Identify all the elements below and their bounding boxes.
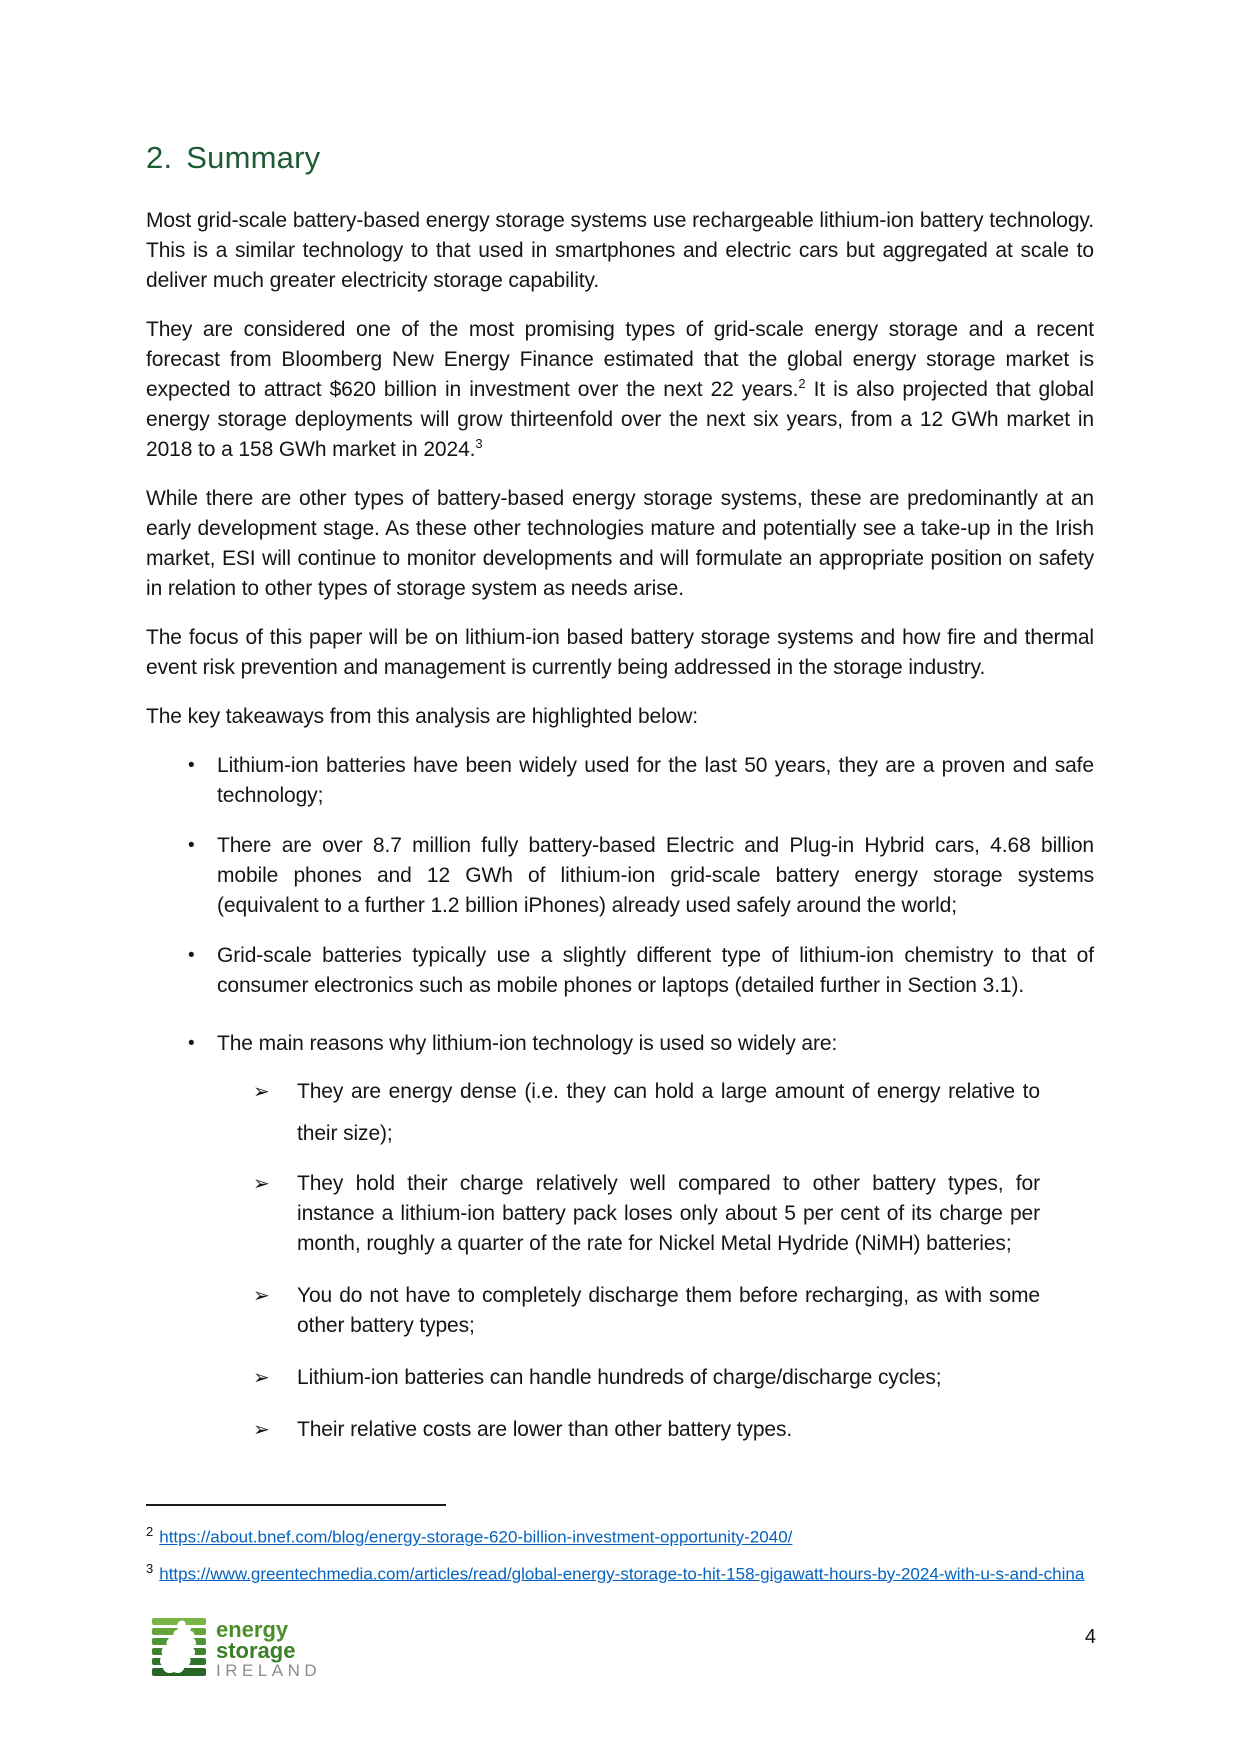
paragraph-intro: Most grid-scale battery-based energy storage systems use rechargeable lithium-ion battery technology. This is a similar technology to that used in smartphones and electric cars but aggregated at scale to deliver much greater electricity storage capability. xyxy=(146,209,1094,292)
sub-list-item xyxy=(146,1281,1040,1341)
sub-list-item-text: You do not have to completely discharge them before recharging, as with some other battery types; xyxy=(297,1284,1040,1337)
logo-word-energy: energy xyxy=(216,1617,289,1642)
section-number: 2. xyxy=(146,140,173,175)
footnote-ref-3[interactable]: 3 xyxy=(475,436,483,451)
footnote-number: 3 xyxy=(146,1560,154,1576)
page-number: 4 xyxy=(1084,1626,1096,1648)
footnote-number: 2 xyxy=(146,1524,154,1539)
bullet-icon: • xyxy=(188,1033,195,1054)
section-title: Summary xyxy=(186,140,321,175)
sub-list-item xyxy=(146,1071,1040,1155)
sub-list-item-text: Lithium-ion batteries can handle hundreds of charge/discharge cycles; xyxy=(297,1366,942,1389)
paragraph-focus: The focus of this paper will be on lithium-ion based battery storage systems and how fire and thermal event risk prevention and management is currently being addressed in the storage industry. xyxy=(146,626,1094,679)
key-takeaways-list xyxy=(146,751,1094,1445)
reasons-sublist xyxy=(146,1071,1094,1445)
sub-list-item-text: They hold their charge relatively well compared to other battery types, for instance a lithium-ion battery pack loses only about 5 per cent of its charge per month, roughly a quarter of the rate for Nickel Metal Hydride (NiMH) batteries; xyxy=(297,1172,1040,1255)
logo-word-storage: storage xyxy=(216,1638,296,1663)
sub-list-item xyxy=(146,1415,1040,1445)
list-item-text: Grid-scale batteries typically use a slightly different type of lithium-ion chemistry to that of consumer electronics such as mobile phones or laptops (detailed further in Section 3.1). xyxy=(217,944,1094,997)
bullet-icon: • xyxy=(188,835,195,856)
sub-list-item xyxy=(146,1169,1040,1259)
footnote-2 xyxy=(146,1516,1094,1553)
ireland-map-icon xyxy=(160,1620,198,1674)
sub-list-item-text: They are energy dense (i.e. they can hold a large amount of energy relative to their size); xyxy=(297,1080,1040,1145)
list-item xyxy=(146,941,1094,1001)
footnotes-section xyxy=(146,1504,1094,1589)
sub-list-item xyxy=(146,1363,1040,1393)
footnote-link[interactable]: https://about.bnef.com/blog/energy-storage-620-billion-investment-opportunity-2040/ xyxy=(159,1527,793,1547)
bullet-icon: • xyxy=(188,755,195,776)
footnote-separator xyxy=(146,1504,446,1506)
arrow-bullet-icon: ➢ xyxy=(253,1081,270,1103)
paragraph-forecast-text-b: It is also projected that global energy storage deployments will grow thirteenfold over the next six years, from a 12 GWh market in 2018 to a 158 GWh market in 2024. xyxy=(146,378,1095,461)
esi-logo-mark xyxy=(152,1618,206,1676)
paragraph-forecast xyxy=(146,315,1094,465)
footnote-ref-2[interactable]: 2 xyxy=(798,376,806,391)
logo-text xyxy=(216,1618,321,1681)
paragraph-takeaways-lead: The key takeaways from this analysis are highlighted below: xyxy=(146,705,699,728)
list-item-text: The main reasons why lithium-ion technology is used so widely are: xyxy=(217,1032,838,1055)
arrow-bullet-icon: ➢ xyxy=(253,1419,270,1441)
list-item xyxy=(146,831,1094,921)
list-item xyxy=(146,751,1094,811)
footnote-3 xyxy=(146,1553,1094,1590)
list-item-text: There are over 8.7 million fully battery-based Electric and Plug-in Hybrid cars, 4.68 billion mobile phones and 12 GWh of lithium-ion grid-scale battery energy storage systems (equivalent to a further 1.2 billion iPhones) already used safely around the world; xyxy=(217,834,1094,917)
arrow-bullet-icon: ➢ xyxy=(253,1173,270,1195)
list-item-text: Lithium-ion batteries have been widely used for the last 50 years, they are a proven and safe technology; xyxy=(217,754,1094,807)
bullet-icon: • xyxy=(188,945,195,966)
logo-word-ireland: IRELAND xyxy=(216,1661,322,1680)
sub-list-item-text: Their relative costs are lower than other battery types. xyxy=(297,1418,793,1441)
list-item xyxy=(146,1029,1094,1059)
section-heading xyxy=(146,140,1094,176)
arrow-bullet-icon: ➢ xyxy=(253,1367,270,1389)
paragraph-other-types: While there are other types of battery-based energy storage systems, these are predominantly at an early development stage. As these other technologies mature and potentially see a take-up in the Irish market, ESI will continue to monitor developments and will formulate an appropriate position on safety in relation to other types of storage system as needs arise. xyxy=(146,487,1094,600)
footnote-link[interactable]: https://www.greentechmedia.com/articles/read/global-energy-storage-to-hit-158-gigawatt-hours-by-2024-with-u-s-and-china xyxy=(159,1564,1085,1584)
page-content xyxy=(146,140,1094,1467)
energy-storage-ireland-logo xyxy=(152,1618,321,1681)
paragraph-forecast-text-a: They are considered one of the most promising types of grid-scale energy storage and a recent forecast from Bloomberg New Energy Finance estimated that the global energy storage market is expected to attract $620 billion in investment over the next 22 years. xyxy=(146,318,1094,401)
arrow-bullet-icon: ➢ xyxy=(253,1285,270,1307)
